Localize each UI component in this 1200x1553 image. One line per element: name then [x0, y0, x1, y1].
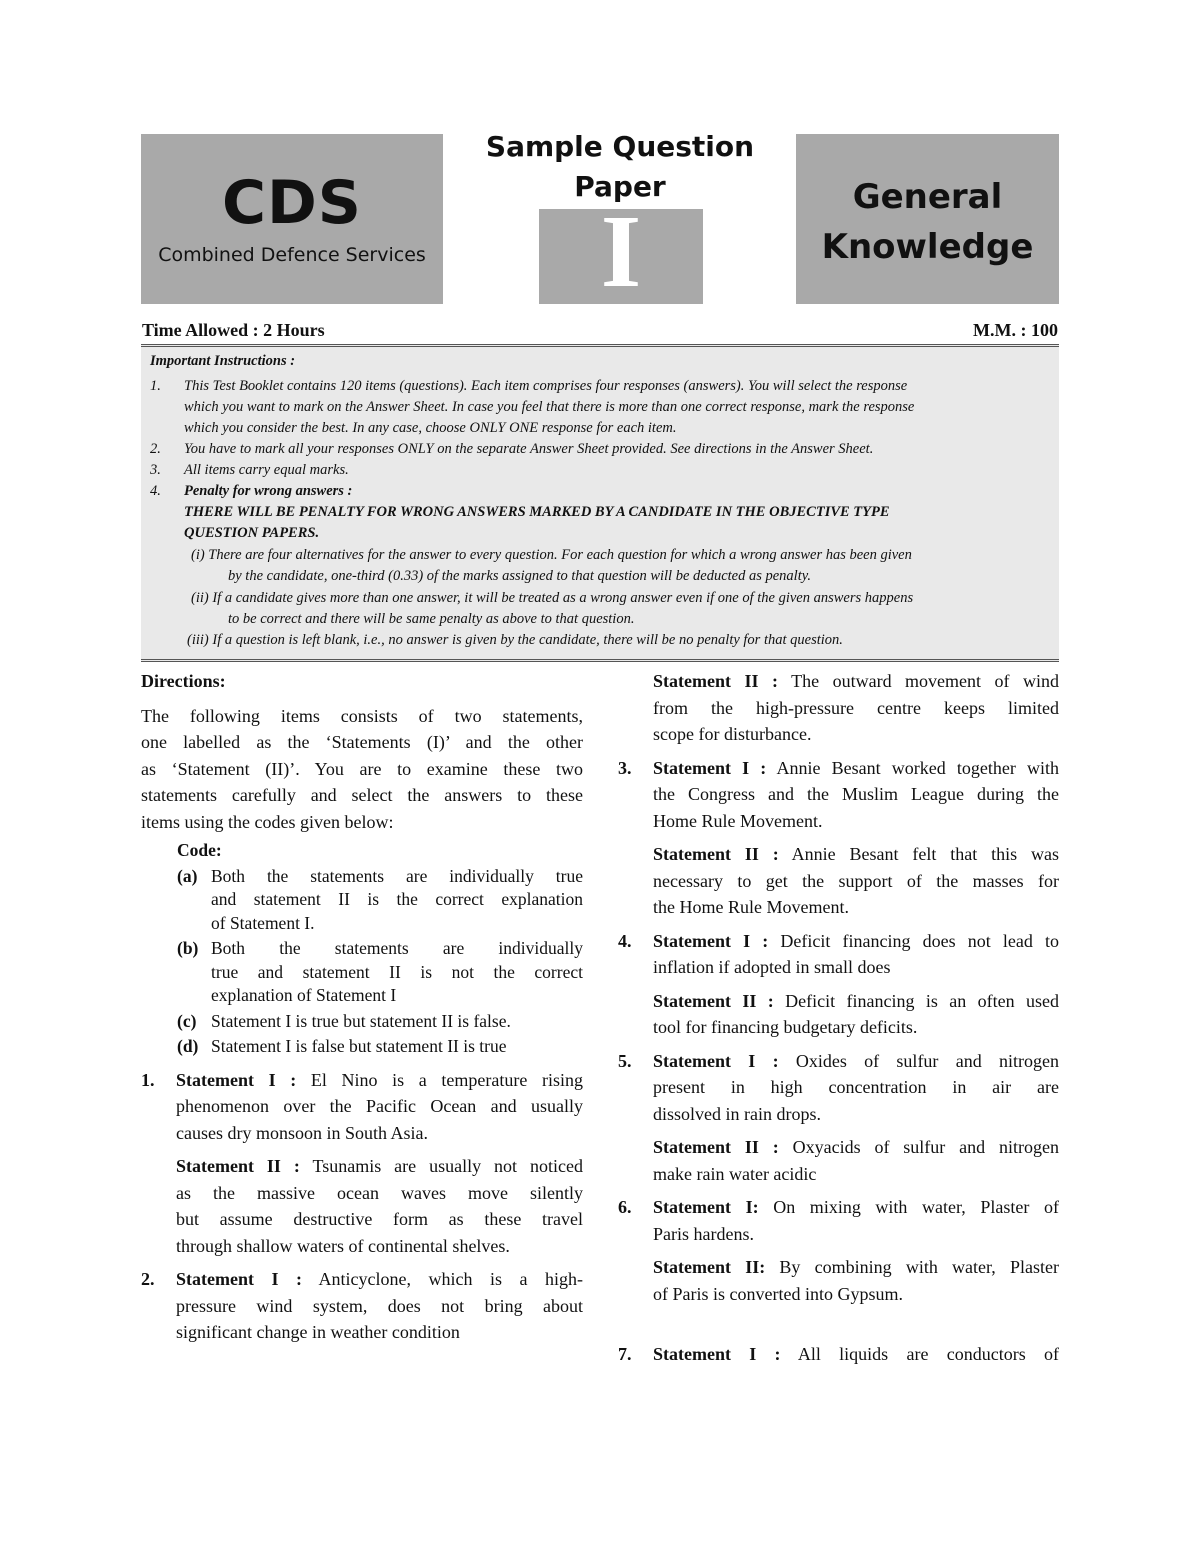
maximum-marks: M.M. : 100: [973, 320, 1058, 340]
statement-1: [653, 928, 1059, 981]
statement-2: [653, 668, 1059, 748]
question-4: [618, 928, 1059, 1041]
penalty-rule: to be correct and there will be same penalty as above to that question.: [228, 611, 635, 627]
option-label: (b): [177, 938, 199, 958]
text-line: Paris hardens.: [653, 1223, 754, 1244]
directions-heading: Directions:: [141, 671, 226, 691]
code-option: [177, 1010, 583, 1034]
text-line: dissolved in rain drops.: [653, 1103, 821, 1124]
statement-1: [653, 1194, 1059, 1247]
statement-1: [176, 1266, 583, 1346]
statement-label: Statement I :: [653, 1050, 779, 1071]
statement-label: Statement I :: [176, 1269, 302, 1289]
subject-box: [796, 134, 1059, 304]
statement-1: [653, 1341, 1059, 1368]
statement-label: Statement I :: [653, 930, 769, 951]
instruction-text: You have to mark all your responses ONLY on the separate Answer Sheet provided. See directions in the Answer Sheet.: [184, 441, 874, 457]
question-7: [618, 1341, 1059, 1368]
option-label: (d): [177, 1036, 199, 1056]
text-line: Tsunamis are usually not noticed: [312, 1156, 583, 1176]
exam-name-box: [141, 134, 443, 304]
question-number: 7.: [618, 1344, 632, 1364]
statement-label: Statement II :: [653, 1137, 779, 1157]
statement-label: Statement II :: [176, 1156, 300, 1176]
question-number: 3.: [618, 757, 632, 778]
penalty-rule: (ii) If a candidate gives more than one answer, it will be treated as a wrong answer even if one of the given answers happens: [191, 590, 914, 606]
statement-label: Statement I:: [653, 1197, 759, 1217]
penalty-warning: QUESTION PAPERS.: [184, 525, 320, 541]
text-line: Home Rule Movement.: [653, 810, 823, 831]
text-line: true and statement II is not the correct: [211, 961, 583, 982]
right-column: [618, 668, 1059, 1368]
text-line: causes dry monsoon in South Asia.: [176, 1122, 428, 1143]
text-line: scope for disturbance.: [653, 724, 812, 744]
text-line: The outward movement of wind: [791, 671, 1059, 691]
text-line: The following items consists of two statements,: [141, 705, 583, 726]
subject-title-line1: General: [852, 177, 1003, 217]
text-line: but assume destructive form as these travel: [176, 1209, 583, 1229]
text-line: significant change in weather condition: [176, 1322, 460, 1342]
instruction-text: which you want to mark on the Answer Sheet. In case you feel that there is more than one correct response, mark the response: [184, 399, 915, 415]
statement-2: [653, 1134, 1059, 1187]
text-line: Oxides of sulfur and nitrogen: [795, 1050, 1059, 1071]
text-line: Deficit financing is an often used: [785, 990, 1059, 1011]
text-line: statements carefully and select the answers to these: [141, 785, 583, 805]
text-line: Oxyacids of sulfur and nitrogen: [792, 1137, 1060, 1157]
question-1: [141, 1067, 583, 1260]
paper-number: I: [600, 194, 642, 309]
text-line: Both the statements are individually: [211, 938, 583, 958]
text-line: All liquids are conductors of: [797, 1344, 1059, 1364]
statement-label: Statement I :: [176, 1069, 297, 1090]
question-number: 2.: [141, 1269, 155, 1289]
penalty-heading: Penalty for wrong answers :: [184, 483, 353, 499]
text-line: the Home Rule Movement.: [653, 897, 849, 917]
question-2-continued: [618, 668, 1059, 748]
text-line: through shallow waters of continental shelves.: [176, 1235, 510, 1256]
text-line: Annie Besant worked together with: [776, 757, 1059, 778]
exam-full-name: Combined Defence Services: [158, 244, 426, 266]
penalty-rule: by the candidate, one-third (0.33) of the marks assigned to that question will be deducted as penalty.: [228, 568, 811, 584]
paper-heading-line1: Sample Question: [485, 130, 755, 163]
text-line: Both the statements are individually true: [211, 865, 583, 886]
penalty-rule: (i) There are four alternatives for the answer to every question. For each question for which a wrong answer has been given: [191, 547, 912, 563]
text-line: the Congress and the Muslim League during the: [653, 784, 1059, 804]
statement-label: Statement I :: [653, 757, 767, 778]
statement-label: Statement II :: [653, 844, 779, 864]
exam-abbreviation: CDS: [221, 168, 363, 238]
question-6: [618, 1194, 1059, 1307]
instruction-number: 2.: [150, 441, 161, 457]
subject-title-line2: Knowledge: [821, 227, 1034, 267]
left-column: [141, 668, 583, 1346]
statement-2: [653, 988, 1059, 1041]
text-line: explanation of Statement I: [211, 985, 397, 1005]
directions-paragraph: [141, 703, 583, 836]
question-5: [618, 1048, 1059, 1188]
code-option: [177, 937, 583, 1008]
instruction-number: 4.: [150, 483, 161, 499]
statement-2: [653, 1254, 1059, 1307]
question-2: [141, 1266, 583, 1346]
statement-2: [176, 1153, 583, 1259]
statement-label: Statement I :: [653, 1344, 781, 1364]
text-line: present in high concentration in air are: [653, 1077, 1059, 1097]
text-line: necessary to get the support of the masses for: [653, 870, 1059, 891]
question-number: 6.: [618, 1197, 632, 1217]
instruction-text: This Test Booklet contains 120 items (questions). Each item comprises four responses (answers). You will select the response: [184, 378, 908, 394]
text-line: tool for financing budgetary deficits.: [653, 1017, 918, 1037]
text-line: Statement I is false but statement II is true: [211, 1036, 507, 1056]
question-3: [618, 755, 1059, 921]
statement-label: Statement II :: [653, 990, 774, 1011]
text-line: items using the codes given below:: [141, 811, 394, 832]
text-line: make rain water acidic: [653, 1163, 817, 1184]
code-option: [177, 865, 583, 936]
time-allowed: Time Allowed : 2 Hours: [142, 320, 325, 340]
paper-heading-line2: Paper: [574, 170, 666, 203]
text-line: On mixing with water, Plaster of: [773, 1197, 1059, 1217]
text-line: Statement I is true but statement II is false.: [211, 1010, 511, 1031]
text-line: and statement II is the correct explanation: [211, 889, 583, 909]
statement-1: [176, 1067, 583, 1147]
statement-2: [653, 841, 1059, 921]
statement-1: [653, 755, 1059, 835]
statement-label: Statement II :: [653, 671, 778, 691]
text-line: El Nino is a temperature rising: [310, 1069, 583, 1090]
text-line: inflation if adopted in small does: [653, 957, 891, 977]
instruction-text: which you consider the best. In any case, choose ONLY ONE response for each item.: [184, 420, 677, 436]
instructions-panel: [141, 344, 1059, 662]
text-line: as the massive ocean waves move silently: [176, 1182, 583, 1203]
text-line: of Paris is converted into Gypsum.: [653, 1283, 903, 1304]
answer-codes: [141, 839, 583, 1059]
instructions-heading: Important Instructions :: [150, 353, 296, 369]
paper-number-box: [539, 194, 703, 309]
statement-1: [653, 1048, 1059, 1128]
text-line: Deficit financing does not lead to: [780, 930, 1059, 951]
subject-title: [796, 172, 1059, 272]
instruction-number: 1.: [150, 378, 161, 394]
text-line: one labelled as the ‘Statements (I)’ and the other: [141, 732, 583, 752]
question-number: 1.: [141, 1069, 155, 1090]
text-line: of Statement I.: [211, 912, 315, 933]
code-heading: Code:: [177, 840, 222, 860]
instruction-number: 3.: [150, 462, 161, 478]
text-line: Anticyclone, which is a high-: [318, 1269, 583, 1289]
statement-label: Statement II:: [653, 1257, 766, 1277]
penalty-rule: (iii) If a question is left blank, i.e., no answer is given by the candidate, there will be no penalty for that question.: [187, 632, 843, 648]
option-label: (a): [177, 865, 198, 886]
text-line: from the high-pressure centre keeps limited: [653, 697, 1059, 718]
text-line: By combining with water, Plaster: [779, 1257, 1060, 1277]
instruction-text: All items carry equal marks.: [184, 462, 349, 478]
option-label: (c): [177, 1010, 197, 1031]
code-option: [177, 1035, 583, 1059]
question-number: 5.: [618, 1050, 632, 1071]
text-line: as ‘Statement (II)’. You are to examine these two: [141, 758, 583, 779]
question-number: 4.: [618, 930, 632, 951]
text-line: Annie Besant felt that this was: [791, 844, 1059, 864]
text-line: phenomenon over the Pacific Ocean and usually: [176, 1096, 583, 1116]
text-line: pressure wind system, does not bring about: [176, 1295, 583, 1316]
penalty-warning: THERE WILL BE PENALTY FOR WRONG ANSWERS MARKED BY A CANDIDATE IN THE OBJECTIVE TYPE: [184, 504, 890, 520]
